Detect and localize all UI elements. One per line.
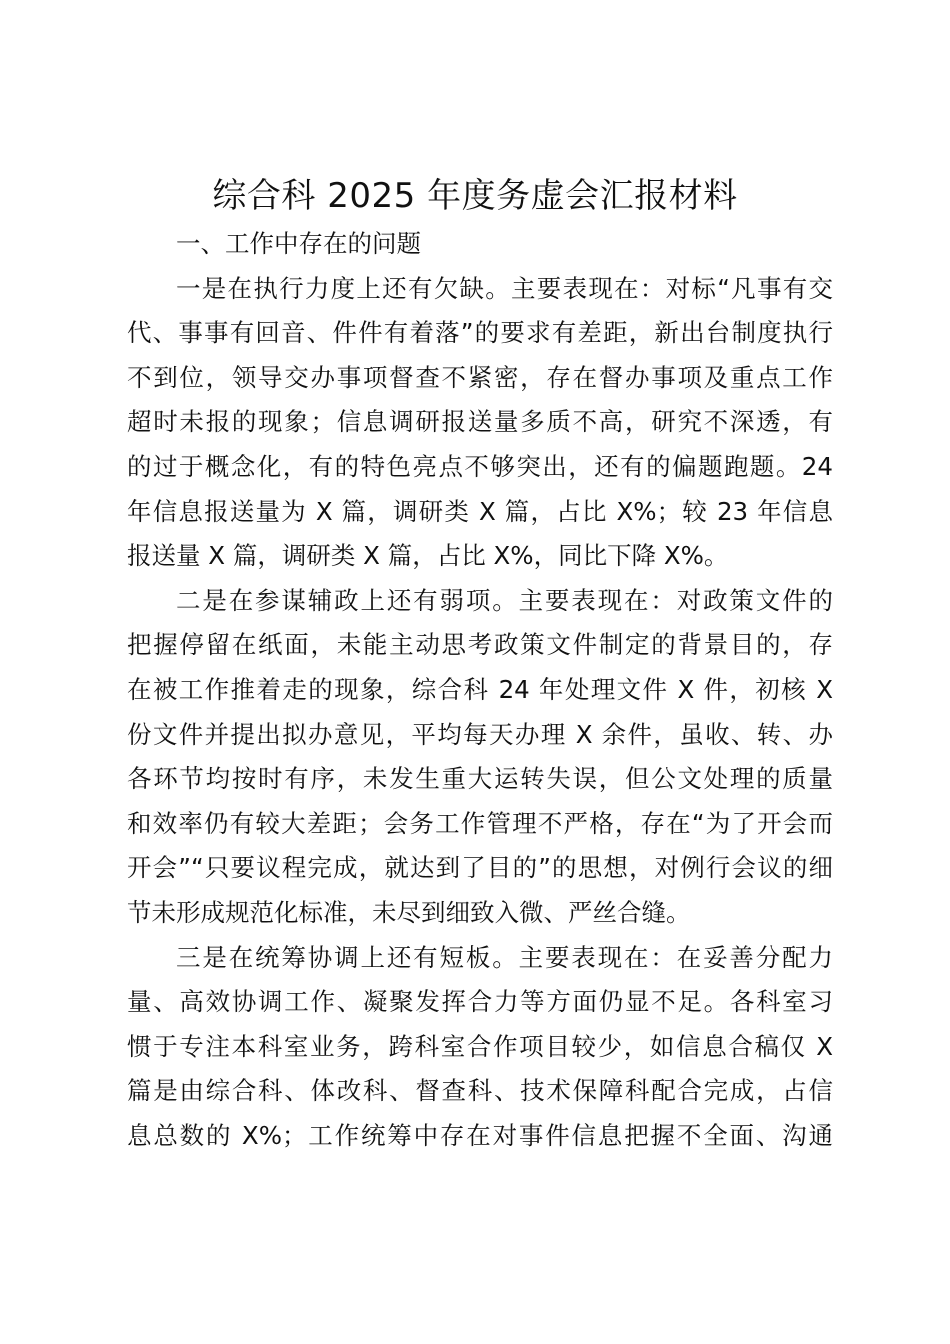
paragraph-line: 节未形成规范化标准，未尽到细致入微、严丝合缝。 xyxy=(127,897,691,927)
paragraph-line: 份文件并提出拟办意见，平均每天办理 X 余件，虽收、转、办 xyxy=(127,719,833,749)
paragraph-line: 年信息报送量为 X 篇，调研类 X 篇，占比 X%；较 23 年信息 xyxy=(127,496,833,526)
paragraph-advisory xyxy=(127,579,833,936)
paragraph-line: 篇是由综合科、体改科、督查科、技术保障科配合完成，占信 xyxy=(127,1076,833,1106)
paragraph-line: 量、高效协调工作、凝聚发挥合力等方面仍显不足。各科室习 xyxy=(127,987,833,1017)
paragraph-line: 三是在统筹协调上还有短板。主要表现在：在妥善分配力 xyxy=(176,942,833,972)
paragraph-line: 不到位，领导交办事项督查不紧密，存在督办事项及重点工作 xyxy=(127,362,833,392)
paragraph-line: 开会”“只要议程完成，就达到了目的”的思想，对例行会议的细 xyxy=(127,853,833,883)
paragraph-line: 各环节均按时有序，未发生重大运转失误，但公文处理的质量 xyxy=(127,764,833,794)
paragraph-line: 超时未报的现象；信息调研报送量多质不高，研究不深透，有 xyxy=(127,407,833,437)
paragraph-line: 息总数的 X%；工作统筹中存在对事件信息把握不全面、沟通 xyxy=(127,1120,833,1150)
paragraph-line: 报送量 X 篇，调研类 X 篇，占比 X%，同比下降 X%。 xyxy=(127,541,729,571)
paragraph-execution xyxy=(127,267,833,579)
paragraph-line: 和效率仍有较大差距；会务工作管理不严格，存在“为了开会而 xyxy=(127,808,833,838)
paragraph-line: 二是在参谋辅政上还有弱项。主要表现在：对政策文件的 xyxy=(176,585,833,615)
paragraph-line: 把握停留在纸面，未能主动思考政策文件制定的背景目的，存 xyxy=(127,630,833,660)
section-heading: 一、工作中存在的问题 xyxy=(176,229,421,258)
document-body xyxy=(127,222,833,1158)
paragraph-coordination xyxy=(127,936,833,1159)
paragraph-line: 在被工作推着走的现象，综合科 24 年处理文件 X 件，初核 X xyxy=(127,674,833,704)
paragraph-line: 一是在执行力度上还有欠缺。主要表现在：对标“凡事有交 xyxy=(176,273,833,303)
document-title: 综合科 2025 年度务虚会汇报材料 xyxy=(212,176,738,216)
paragraph-line: 惯于专注本科室业务，跨科室合作项目较少，如信息合稿仅 X xyxy=(127,1031,833,1061)
paragraph-line: 的过于概念化，有的特色亮点不够突出，还有的偏题跑题。24 xyxy=(127,451,833,481)
paragraph-line: 代、事事有回音、件件有着落”的要求有差距，新出台制度执行 xyxy=(127,318,833,348)
